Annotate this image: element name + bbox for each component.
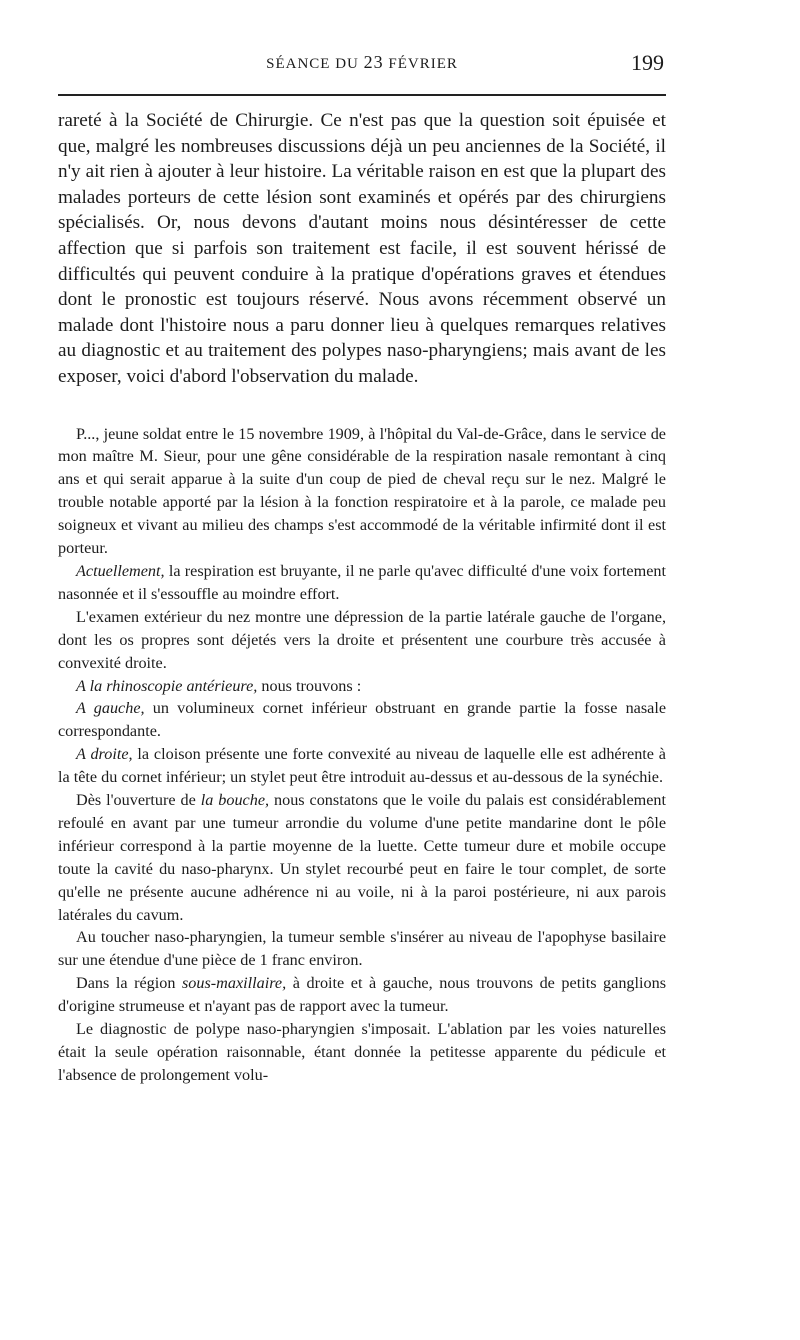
observation-paragraph-5-text: un volumineux cornet inférieur obstruant en grande partie la fosse nasale correspondante.	[58, 699, 667, 741]
observation-paragraph-4	[58, 675, 666, 698]
observation-paragraph-7-start: Dès l'ouverture de	[76, 791, 201, 810]
running-title-month: FÉVRIER	[388, 56, 458, 72]
observation-paragraph-8: Au toucher naso-pharyngien, la tumeur semble s'insérer au niveau de l'apophyse basilaire sur une étendue d'une pièce de 1 franc environ.	[58, 928, 666, 970]
emphasis-a-droite: A droite,	[76, 745, 133, 764]
observation-paragraph-9-text: à droite et à gauche, nous trouvons de petits ganglions d'origine strumeuse et n'ayant pas de rapport avec la tumeur.	[58, 974, 666, 1016]
header-rule	[58, 94, 666, 96]
page-number: 199	[631, 50, 664, 75]
observation-paragraph-2	[58, 560, 666, 606]
emphasis-a-gauche: A gauche,	[76, 699, 145, 718]
observation-paragraph-7	[58, 789, 666, 926]
emphasis-sous-maxillaire: sous-maxillaire,	[182, 974, 287, 993]
running-header	[58, 50, 666, 80]
observation-section	[58, 423, 666, 1087]
observation-paragraph-10: Le diagnostic de polype naso-pharyngien s'imposait. L'ablation par les voies naturelles était la seule opération raisonnable, étant donnée la petitesse apparente du pédicule et l'absence de prolongement volu-	[58, 1020, 666, 1084]
running-title-day: 23	[363, 52, 384, 72]
observation-paragraph-3: L'examen extérieur du nez montre une dépression de la partie latérale gauche de l'organe, dont les os propres sont déjetés vers la droite et présentent une courbure très accusée à convexité droite.	[58, 607, 666, 672]
running-title-prefix: SÉANCE DU	[266, 56, 359, 72]
lead-section	[58, 108, 666, 390]
running-title	[58, 52, 666, 73]
emphasis-rhinoscopie: A la rhinoscopie antérieure,	[76, 676, 258, 695]
page-body	[58, 108, 666, 1087]
lead-paragraph: rareté à la Société de Chirurgie. Ce n'est pas que la question soit épuisée et que, malgré les nombreuses discussions déjà un peu anciennes de la Société, il n'y ait rien à ajouter à leur histoire. La véritable raison en est que la plupart des malades porteurs de cette lésion sont examinés et opérés par des chirurgiens spécialisés. Or, nous devons d'autant moins nous désintéresser de cette affection que si parfois son traitement est facile, il est souvent hérissé de difficultés qui peuvent conduire à la pratique d'opérations graves et étendues dont le pronostic est toujours réservé. Nous avons récemment observé un malade dont l'histoire nous a paru donner lieu à quelques remarques relatives au diagnostic et au traitement des polypes naso-pharyngiens; mais avant de les exposer, voici d'abord l'observation du malade.	[58, 110, 666, 387]
observation-paragraph-5	[58, 697, 666, 743]
observation-paragraph-9	[58, 972, 666, 1018]
observation-paragraph-9-start: Dans la région	[76, 974, 182, 993]
observation-paragraph-7-text: nous constatons que le voile du palais est considérablement refoulé en avant par une tumeur arrondie du volume d'une petite mandarine dont le pôle inférieur correspond à la partie moyenne de la luette. Cette tumeur dure et mobile occupe toute la cavité du naso-pharynx. Un stylet recourbé peut en faire le tour complet, de sorte qu'elle ne présente aucune adhérence ni au voile, ni à la paroi postérieure, ni aux parois latérales du cavum.	[58, 791, 666, 924]
emphasis-actuellement: Actuellement,	[76, 561, 165, 580]
observation-paragraph-6	[58, 743, 666, 789]
emphasis-la-bouche: la bouche,	[200, 791, 270, 810]
observation-paragraph-2-text: la respiration est bruyante, il ne parle qu'avec difficulté d'une voix fortement nasonnée et il s'essouffle au moindre effort.	[58, 561, 666, 603]
observation-paragraph-4-text: nous trouvons :	[257, 676, 362, 695]
observation-paragraph-1: P..., jeune soldat entre le 15 novembre 1909, à l'hôpital du Val-de-Grâce, dans le service de mon maître M. Sieur, pour une gêne considérable de la respiration nasale remontant à cinq ans et qui serait apparue à la suite d'un coup de pied de cheval reçu sur le nez. Malgré le trouble notable apporté par la lésion à la fonction respiratoire et à la parole, ce malade peu soigneux et vivant au milieu des champs s'est accommodé de la véritable infirmité dont il est porteur.	[58, 424, 666, 558]
observation-paragraph-6-text: la cloison présente une forte convexité au niveau de laquelle elle est adhérente à la tête du cornet inférieur; un stylet peut être introduit au-dessus et au-dessous de la synéchie.	[58, 745, 666, 787]
